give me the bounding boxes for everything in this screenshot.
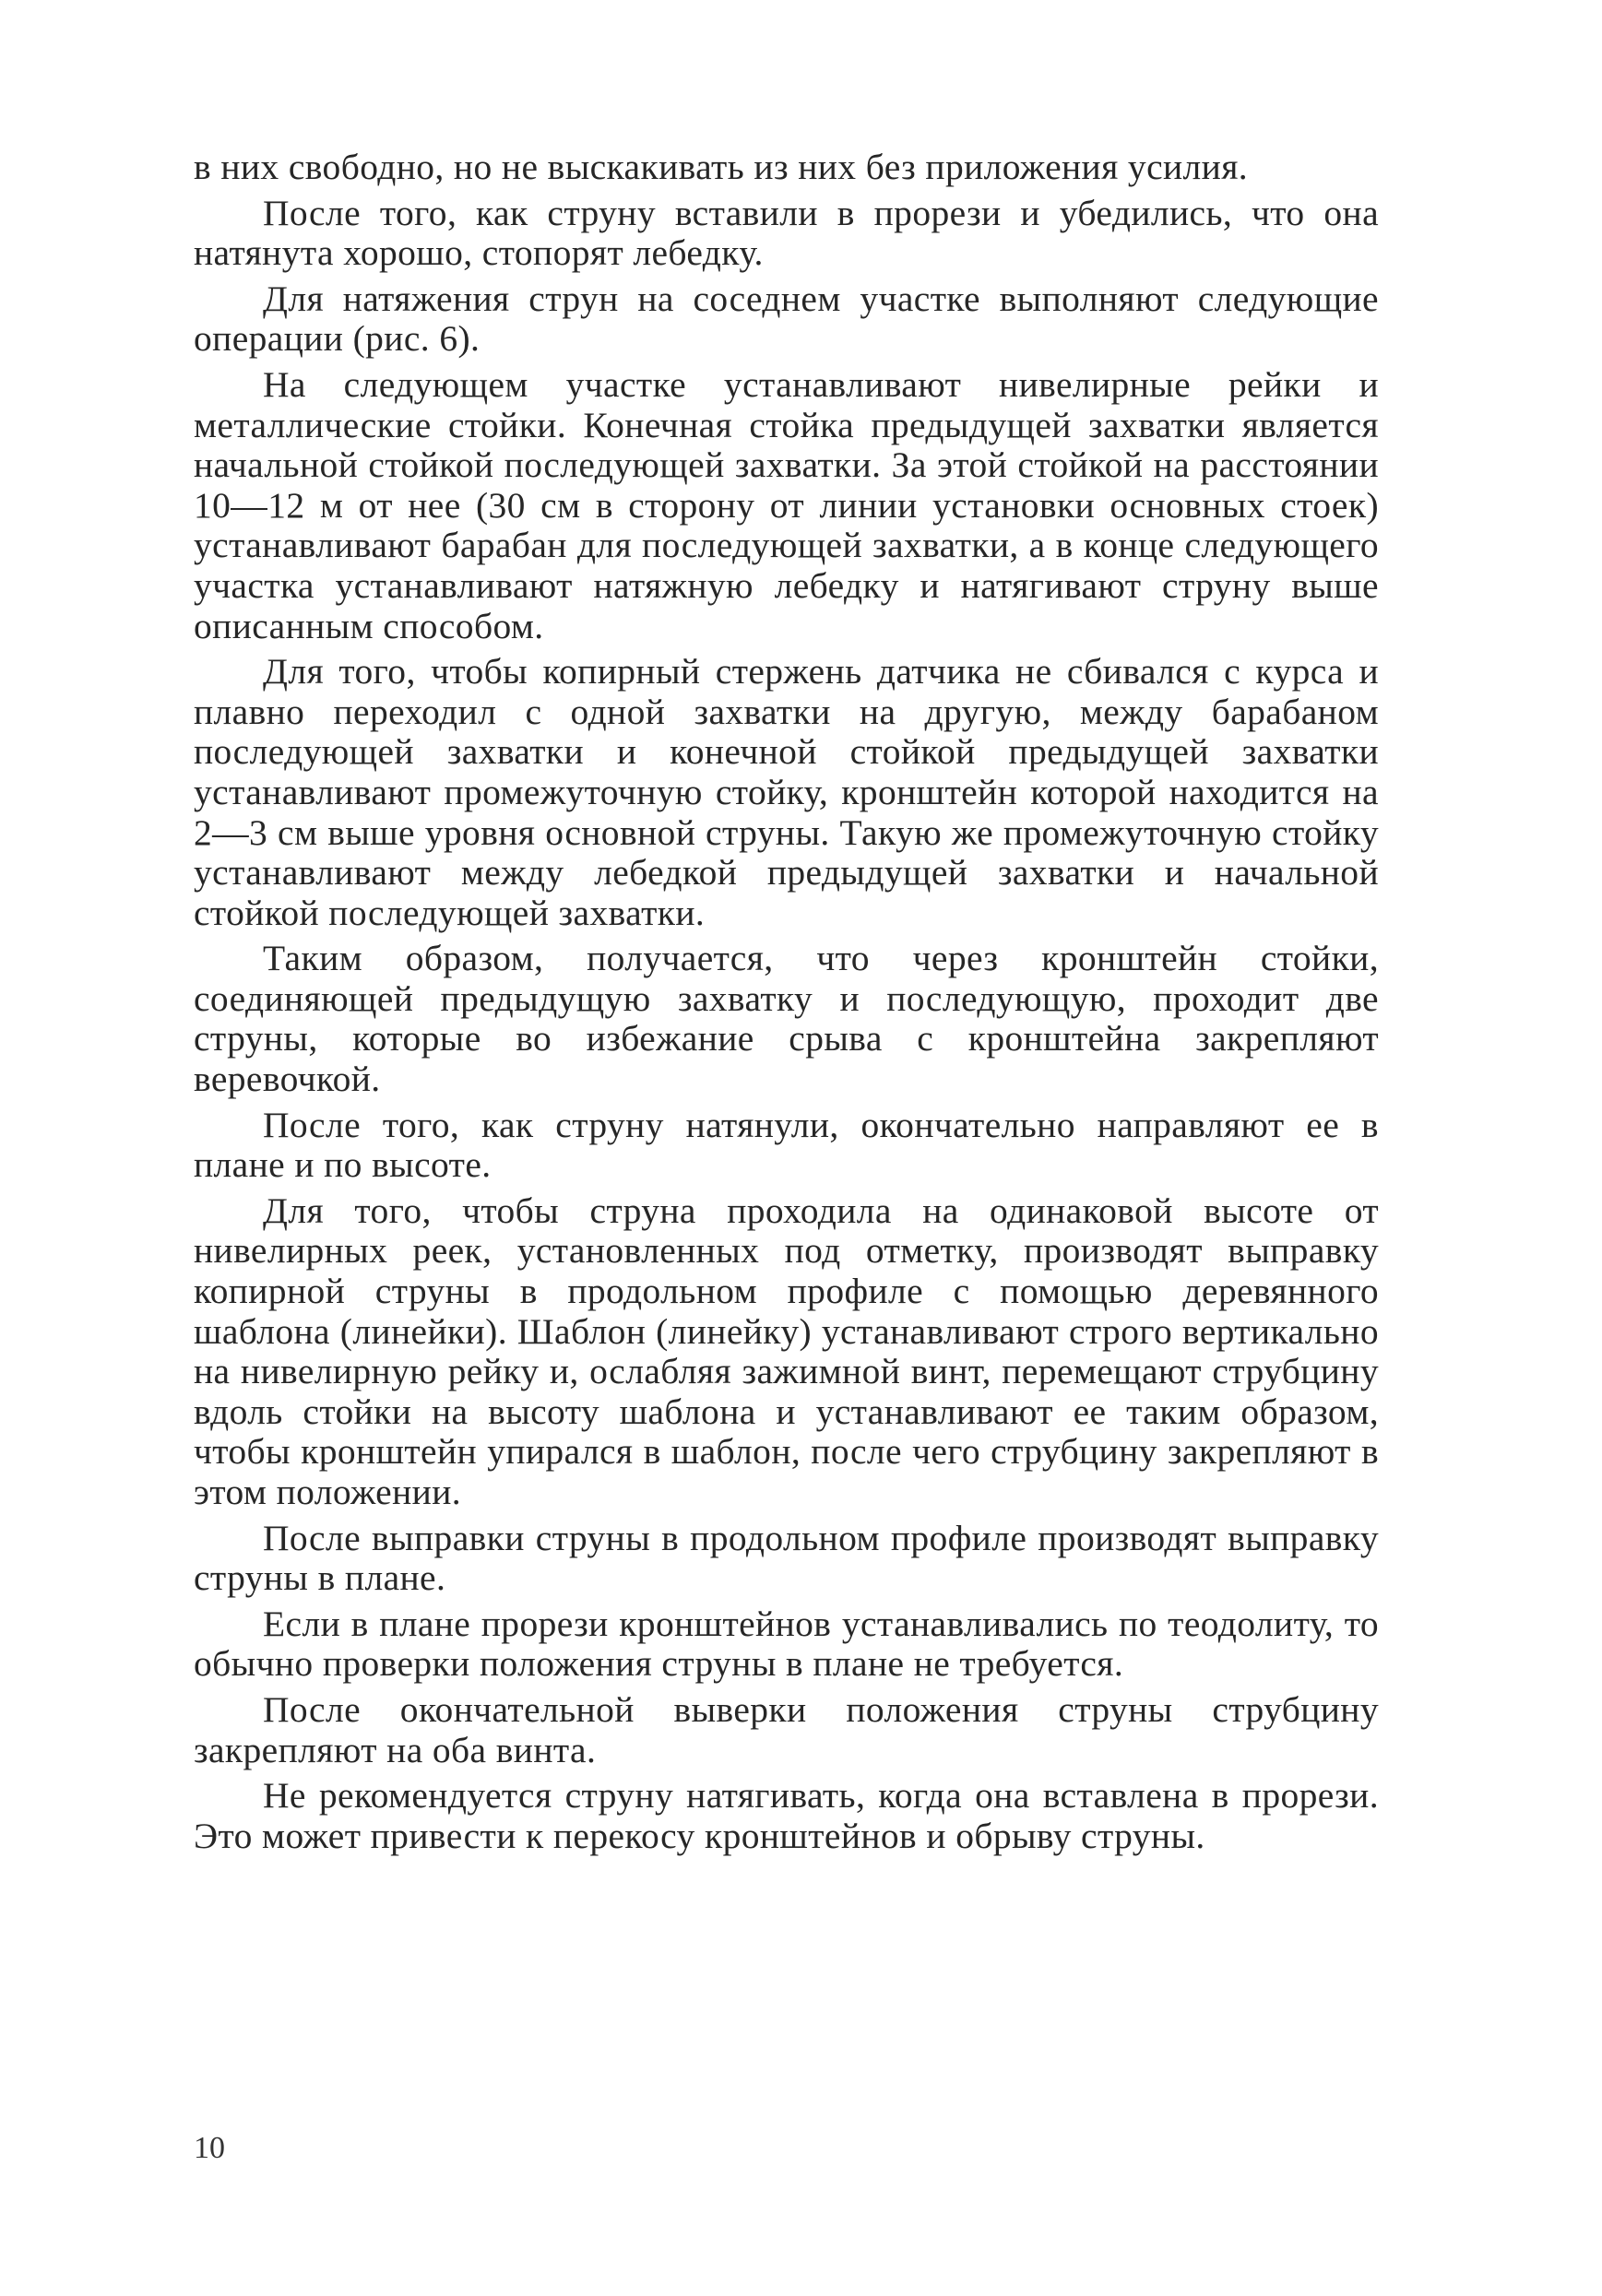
paragraph: Не рекомендуется струну натягивать, когда она вставлена в прорези. Это может привести к перекосу кронштейнов и обрыву струны. [194, 1775, 1379, 1856]
paragraph: После того, как струну натянули, окончательно направляют ее в плане и по высоте. [194, 1104, 1379, 1186]
paragraph: Для натяжения струн на соседнем участке выполняют следующие операции (рис. 6). [194, 278, 1379, 360]
paragraph: После окончательной выверки положения струны струбцину закрепляют на оба винта. [194, 1688, 1379, 1770]
paragraph: После того, как струну вставили в прорези и убедились, что она натянута хорошо, стопорят лебедку. [194, 192, 1379, 274]
paragraph: Для того, чтобы копирный стержень датчика не сбивался с курса и плавно переходил с одной захватки на другую, между барабаном последующей захватки и конечной стойкой предыдущей захватки устанавливают промежуточную стойку, кронштейн которой находится на 2—3 см выше уровня основной струны. Такую же промежуточную стойку устанавливают между лебедкой предыдущей захватки и начальной стойкой последующей захватки. [194, 651, 1379, 933]
page-number: 10 [194, 2131, 225, 2165]
paragraph: Для того, чтобы струна проходила на одинаковой высоте от нивелирных реек, установленных под отметку, производят выправку копирной струны в продольном профиле с помощью деревянного шаблона (линейки). Шаблон (линейку) устанавливают строго вертикально на нивелирную рейку и, ослабляя зажимной винт, перемещают струбцину вдоль стойки на высоту шаблона и устанавливают ее таким образом, чтобы кронштейн упирался в шаблон, после чего струбцину закрепляют в этом положении. [194, 1189, 1379, 1512]
paragraph: После выправки струны в продольном профиле производят выправку струны в плане. [194, 1517, 1379, 1599]
paragraph: Если в плане прорези кронштейнов устанавливались по теодолиту, то обычно проверки положения струны в плане не требуется. [194, 1603, 1379, 1685]
paragraph: Таким образом, получается, что через кронштейн стойки, соединяющей предыдущую захватку и последующую, проходит две струны, которые во избежание срыва с кронштейна закрепляют веревочкой. [194, 938, 1379, 1100]
paragraph: в них свободно, но не выскакивать из них без приложения усилия. [194, 147, 1249, 187]
paragraph: На следующем участке устанавливают нивелирные рейки и металлические стойки. Конечная стойка предыдущей захватки является начальной стойкой последующей захватки. За этой стойкой на расстоянии 10—12 м от нее (30 см в сторону от линии установки основных стоек) устанавливают барабан для последующей захватки, а в конце следующего участка устанавливают натяжную лебедку и натягивают струну выше описанным способом. [194, 363, 1379, 646]
page-body [194, 148, 1379, 1862]
